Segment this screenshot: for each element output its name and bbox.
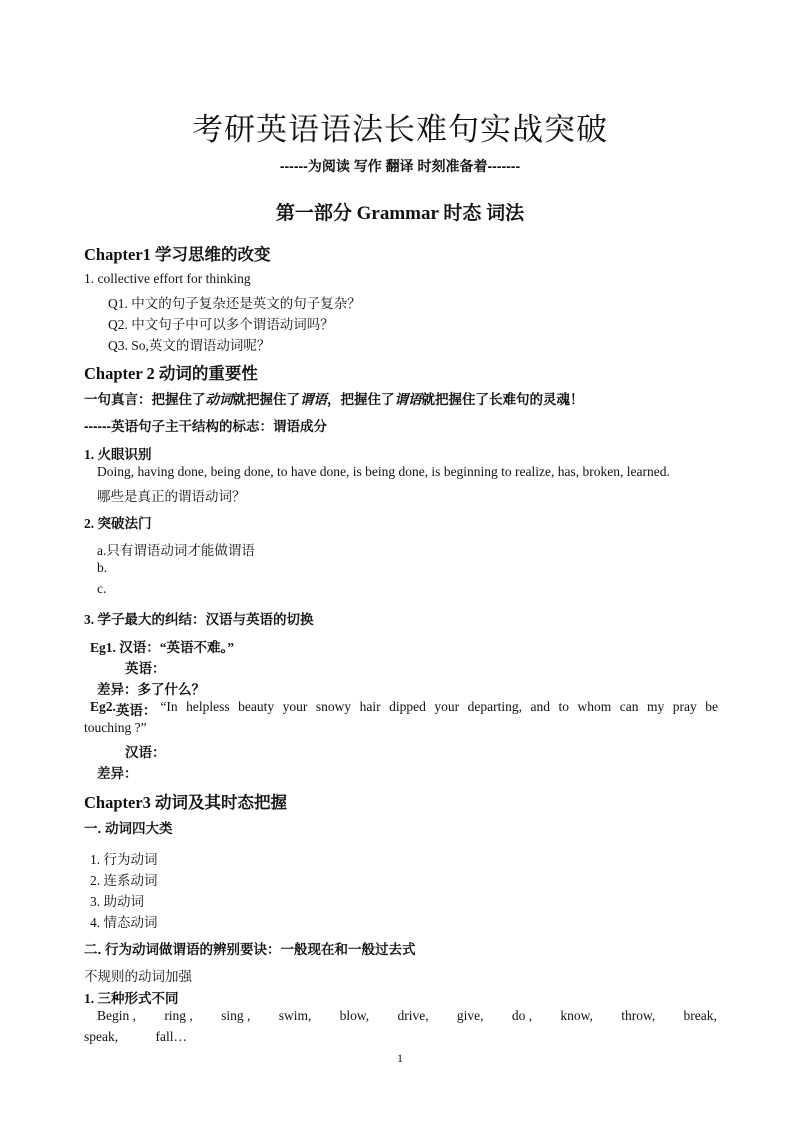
document-title: 考研英语语法长难句实战突破 <box>192 112 608 147</box>
section-heading-2: 2. 突破法门 <box>84 516 152 531</box>
example-label: Eg2. <box>90 699 116 714</box>
verb-word: drive, <box>397 1008 429 1023</box>
method-item-b: b. <box>97 560 108 575</box>
document-subtitle: ------为阅读 写作 翻译 时刻准备着------- <box>279 158 521 174</box>
question-q1: Q1. 中文的句子复杂还是英文的句子复杂？ <box>108 296 361 311</box>
verb-forms-list: Doing, having done, being done, to have done, is being done, is beginning to realize, has, broken, learned. <box>97 464 670 479</box>
verb-word: speak, <box>84 1029 119 1044</box>
difference-text: 多了什么？ <box>137 682 205 697</box>
example-label: Eg1. <box>90 640 116 655</box>
english-text-continued: touching ?” <box>84 720 147 735</box>
eg2-difference-label: 差异： <box>97 766 138 781</box>
section-heading-1: 1. 火眼识别 <box>84 447 152 462</box>
verb-word: throw, <box>621 1008 656 1023</box>
chapter3-heading: Chapter3 动词及其时态把握 <box>84 793 288 812</box>
method-item-a: a.只有谓语动词才能做谓语 <box>97 543 255 558</box>
verb-word: Begin , <box>97 1008 136 1023</box>
eg1-english-label: 英语： <box>125 661 166 676</box>
difference-label: 差异： <box>97 682 138 697</box>
verb-word: swim, <box>278 1008 312 1023</box>
english-text: “In helpless beauty your snowy hair dipped your departing, and to whom can my pray be <box>160 699 718 714</box>
verb-category-3: 3. 助动词 <box>90 894 144 909</box>
part-heading: 第一部分 Grammar 时态 词法 <box>275 203 525 224</box>
question-q3: Q3. So,英文的谓语动词呢？ <box>108 338 271 353</box>
chapter1-item1: 1. collective effort for thinking <box>84 271 251 286</box>
irregular-verbs-note: 不规则的动词加强 <box>84 969 192 984</box>
chapter2-heading: Chapter 2 动词的重要性 <box>84 364 258 383</box>
irregular-verbs-line2 <box>84 1029 187 1045</box>
verb-word: give, <box>456 1008 484 1023</box>
section-heading-two: 二. 行为动词做谓语的辨别要诀：一般现在和一般过去式 <box>84 942 416 957</box>
verb-word: sing , <box>221 1008 251 1023</box>
verb-category-1: 1. 行为动词 <box>90 852 158 867</box>
page-number: 1 <box>397 1051 403 1065</box>
motto-text: ，把握住了 <box>327 392 395 407</box>
verb-word: break, <box>683 1008 717 1023</box>
verb-word: blow, <box>339 1008 370 1023</box>
chinese-label: 汉语： <box>119 640 160 655</box>
irregular-verbs-line1 <box>97 1008 717 1024</box>
section-heading-3: 3. 学子最大的纠结：汉语与英语的切换 <box>84 612 314 627</box>
chapter1-heading: Chapter1 学习思维的改变 <box>84 245 271 264</box>
chapter2-marker: ------英语句子主干结构的标志：谓语成分 <box>84 419 327 434</box>
verb-category-4: 4. 情态动词 <box>90 915 158 930</box>
example-1 <box>90 636 234 656</box>
motto-text: 就把握住了长难句的灵魂！ <box>421 392 584 407</box>
chapter2-motto <box>84 388 584 408</box>
motto-emphasis: 动词 <box>205 392 233 407</box>
verb-word: fall… <box>155 1029 187 1044</box>
chinese-text: “英语不难。” <box>159 640 235 655</box>
verb-word: know, <box>560 1008 593 1023</box>
motto-emphasis: 谓语 <box>394 392 422 407</box>
motto-text: 就把握住了 <box>232 392 300 407</box>
question-q2: Q2. 中文句子中可以多个谓语动词吗？ <box>108 317 334 332</box>
eg1-difference <box>97 678 205 698</box>
verb-word: ring , <box>164 1008 193 1023</box>
section-heading-one: 一. 动词四大类 <box>84 821 173 836</box>
motto-text: 一句真言：把握住了 <box>84 392 206 407</box>
verb-forms-question: 哪些是真正的谓语动词？ <box>97 489 246 504</box>
eg2-chinese-label: 汉语： <box>125 745 166 760</box>
subsection-heading: 1. 三种形式不同 <box>84 991 179 1006</box>
example-2 <box>90 699 718 719</box>
method-item-c: c. <box>97 581 107 596</box>
verb-category-2: 2. 连系动词 <box>90 873 158 888</box>
english-label: 英语： <box>115 703 157 718</box>
motto-emphasis: 谓语 <box>300 392 327 407</box>
verb-word: do , <box>511 1008 533 1023</box>
